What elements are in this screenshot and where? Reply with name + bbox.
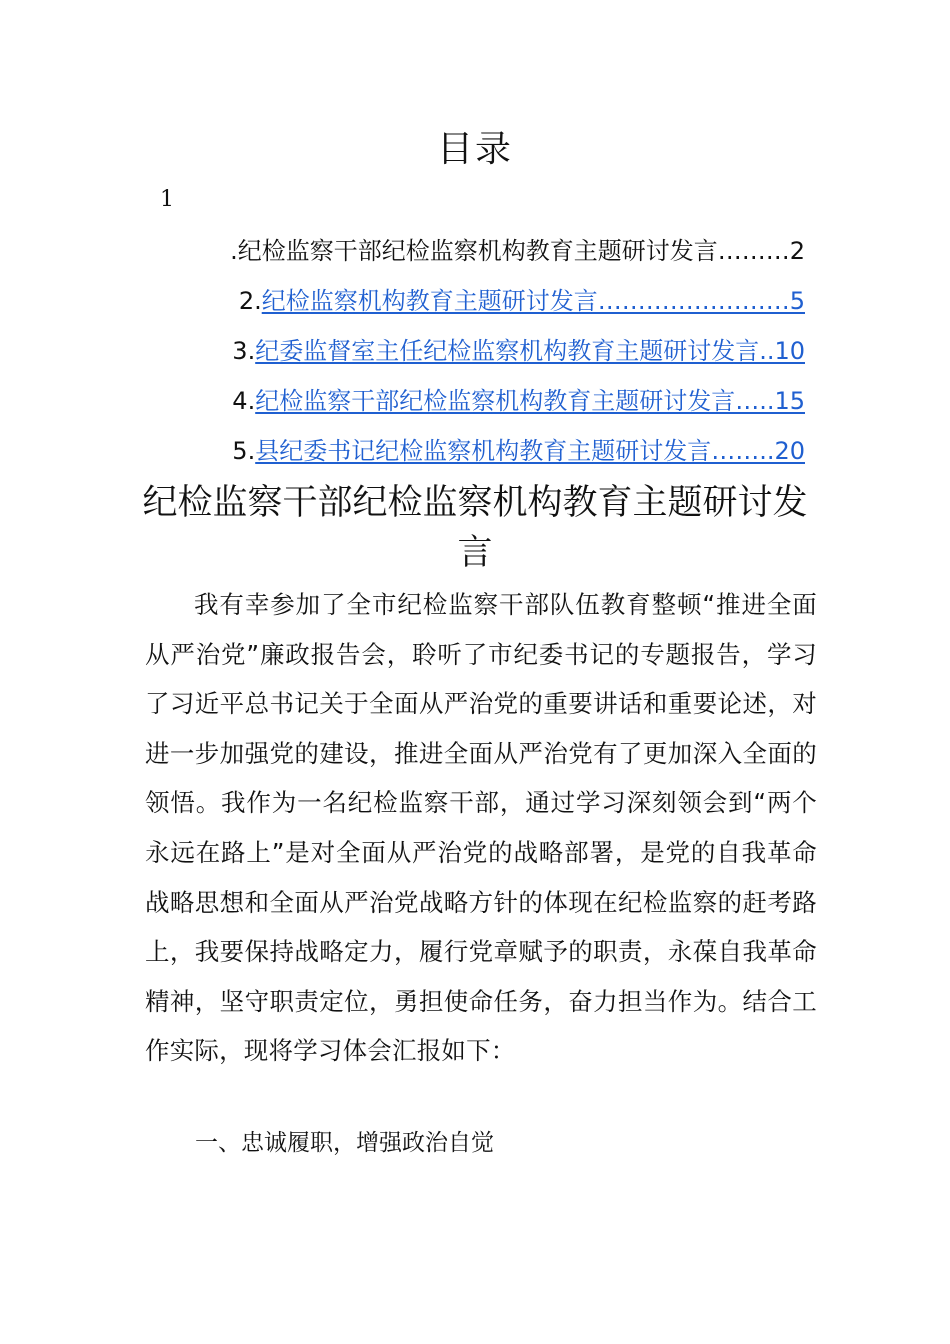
toc-item-number: 4.	[232, 387, 256, 415]
toc-link[interactable]: 县纪委书记纪检监察机构教育主题研讨发言……..20	[255, 437, 805, 465]
section-heading-1: 一、忠诚履职，增强政治自觉	[195, 1130, 494, 1156]
toc-item-number: 2.	[238, 287, 262, 315]
toc-item-2[interactable]	[145, 276, 805, 326]
toc-item-5[interactable]	[145, 426, 805, 476]
toc-list	[145, 226, 805, 476]
toc-link[interactable]: 纪检监察干部纪检监察机构教育主题研讨发言…..15	[255, 387, 805, 415]
toc-link[interactable]: 纪检监察机构教育主题研讨发言……………………5	[261, 287, 805, 315]
toc-item-1	[145, 226, 805, 276]
toc-marker: 1	[160, 187, 174, 212]
toc-item-number: 5.	[232, 437, 256, 465]
toc-item-4[interactable]	[145, 376, 805, 426]
toc-item-text: .纪检监察干部纪检监察机构教育主题研讨发言………2	[230, 237, 805, 265]
document-heading: 纪检监察干部纪检监察机构教育主题研讨发言	[142, 483, 808, 573]
body-paragraph: 我有幸参加了全市纪检监察干部队伍教育整顿“推进全面从严治党”廉政报告会，聆听了市纪委书记的专题报告，学习了习近平总书记关于全面从严治党的重要讲话和重要论述，对进一步加强党的建设，推进全面从严治党有了更加深入全面的领悟。我作为一名纪检监察干部，通过学习深刻领会到“两个永远在路上”是对全面从严治党的战略部署，是党的自我革命战略思想和全面从严治党战略方针的体现在纪检监察的赶考路上，我要保持战略定力，履行党章赋予的职责，永葆自我革命精神，坚守职责定位，勇担使命任务，奋力担当作为。结合工作实际，现将学习体会汇报如下：	[145, 590, 817, 1066]
toc-item-number: 3.	[232, 337, 256, 365]
toc-title: 目录	[436, 129, 513, 170]
toc-link[interactable]: 纪委监督室主任纪检监察机构教育主题研讨发言..10	[255, 337, 805, 365]
toc-item-3[interactable]	[145, 326, 805, 376]
